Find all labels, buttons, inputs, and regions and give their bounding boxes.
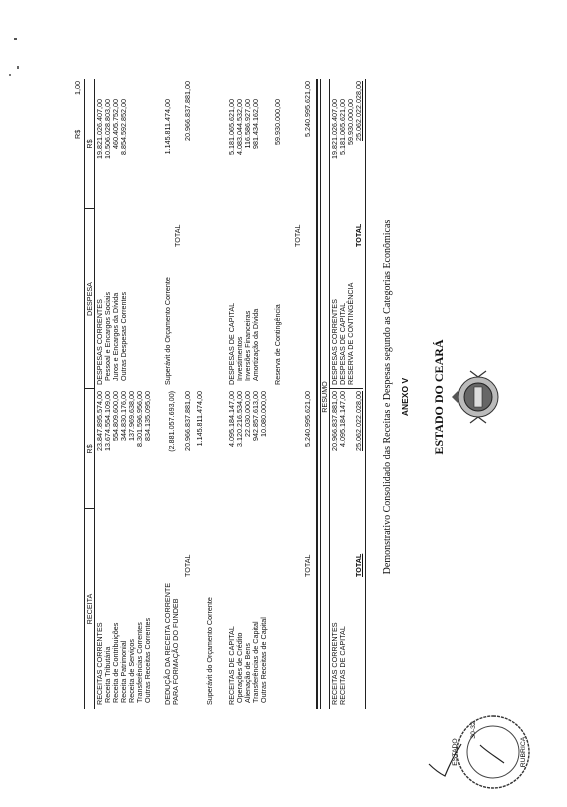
despesa-capital-item-label: Inversões Financeiras (243, 310, 252, 381)
receita-superavit-label: Superávit do Orçamento Corrente (205, 597, 214, 705)
receita-capital-item-value: 3.120.216.534,00 (235, 391, 244, 447)
deducao-label-line-2: PARA FORMAÇÃO DO FUNDEB (171, 598, 180, 705)
state-title: ESTADO DO CEARÁ (432, 339, 446, 455)
receita-currency-header: R$ (85, 444, 94, 454)
resumo-right-label: DESPESAS DE CAPITAL (338, 302, 347, 385)
receita-item-value: 554.809.600,00 (111, 391, 120, 441)
resumo-left-total-label: TOTAL (354, 553, 363, 577)
receita-item-label: Receita de Serviços (127, 639, 136, 703)
despesa-superavit-value: 1.145.811.474,00 (163, 99, 172, 155)
receita-item-label: Outras Receitas Correntes (143, 617, 152, 703)
resumo-top-rule (316, 79, 318, 709)
receita-capital-item-value: 942.857.613,00 (251, 391, 260, 441)
receita-item-label: Receita Patrimonial (119, 640, 128, 703)
despesas-capital-total-label: TOTAL (293, 224, 302, 247)
receitas-correntes-total-label: TOTAL (183, 554, 192, 577)
despesas-correntes-total-label: TOTAL (173, 224, 182, 247)
receita-item-label: Transferências Correntes (135, 622, 144, 703)
receita-capital-item-label: Operações de Crédito (235, 632, 244, 703)
despesas-capital-value: 5.181.065.621,00 (227, 99, 236, 155)
receita-capital-item-label: Transferências de Capital (251, 621, 260, 703)
unit-label: 1,00 (73, 81, 82, 95)
header-divider (84, 388, 94, 389)
resumo-left-label: RECEITAS CORRENTES (330, 622, 339, 705)
receita-item-value: 344.830.176,00 (119, 391, 128, 441)
despesa-item-label: Outras Despesas Correntes (119, 291, 128, 381)
receita-item-label: Receita de Contribuições (111, 622, 120, 703)
deducao-value: (2.881.057.693,00) (167, 391, 176, 452)
receita-item-value: 137.969.638,00 (127, 391, 136, 441)
header-divider (84, 208, 94, 209)
despesa-capital-item-label: Investimentos (235, 336, 244, 381)
despesa-superavit-label: Superávit do Orçamento Corrente (163, 277, 172, 385)
document-title: Demonstrativo Consolidado das Receitas e Despesas segundo as Categorias Econômicas (382, 219, 393, 575)
resumo-divider (329, 388, 363, 389)
despesa-capital-item-label: Amortização da Dívida (251, 308, 260, 381)
header-divider (84, 508, 94, 509)
resumo-right-label: RESERVA DE CONTINGÊNCIA (346, 282, 355, 385)
receita-column-header: RECEITA (85, 593, 94, 625)
despesa-item-value: 10.506.028.803,00 (103, 99, 112, 159)
resumo-left-value: 4.095.184.147,00 (338, 391, 347, 447)
resumo-left-total-value: 25.062.022.028,00 (354, 391, 363, 451)
resumo-right-total-label: TOTAL (354, 223, 363, 247)
reserva-contingencia-label: Reserva de Contingência (273, 304, 282, 385)
annex-title: ANEXO V (400, 377, 410, 417)
currency-label: R$ (73, 129, 82, 139)
stamp-text-top: ESTADO (452, 738, 459, 766)
deducao-label-line-1: DEDUÇÃO DA RECEITA CORRENTE (163, 582, 172, 705)
receitas-capital-value: 4.095.184.147,00 (227, 391, 236, 447)
despesas-capital-total-value: 5.240.995.621,00 (303, 81, 312, 137)
resumo-bottom-rule (365, 79, 366, 709)
receita-capital-item-label: Outras Receitas de Capital (259, 617, 268, 703)
resumo-title: RESUMO (320, 381, 329, 413)
receita-item-label: Receita Tributária (103, 646, 112, 703)
receita-item-value: 8.301.596.956,00 (135, 391, 144, 447)
receitas-correntes-label: RECEITAS CORRENTES (95, 622, 104, 705)
despesa-item-label: Pessoal e Encargos Sociais (103, 291, 112, 381)
resumo-right-value: 19.821.026.407,00 (330, 99, 339, 159)
receita-superavit-value: 1.145.811.474,00 (195, 391, 204, 447)
despesas-correntes-total-value: 20.966.837.881,00 (183, 81, 192, 141)
receita-capital-item-label: Alienação de Bens (243, 643, 252, 703)
resumo-right-total-value: 25.062.022.028,00 (354, 81, 363, 141)
despesas-correntes-label: DESPESAS CORRENTES (95, 299, 104, 385)
resumo-right-label: DESPESAS CORRENTES (330, 299, 339, 385)
receitas-correntes-total-value: 20.966.837.881,00 (183, 391, 192, 451)
stamp-text-bottom: RUBRICA (520, 736, 527, 768)
reserva-contingencia-value: 59.930.000,00 (273, 99, 282, 145)
despesa-item-value: 8.854.592.852,00 (119, 99, 128, 155)
despesa-currency-header: R$ (85, 139, 94, 149)
stamp-text-number: 30-32 (470, 721, 477, 739)
despesa-item-value: 460.405.752,00 (111, 99, 120, 149)
despesas-capital-label: DESPESAS DE CAPITAL (227, 302, 236, 385)
resumo-left-label: RECEITAS DE CAPITAL (338, 626, 347, 705)
receita-capital-item-value: 22.030.000,00 (243, 391, 252, 437)
state-coat-of-arms-icon (450, 369, 506, 425)
despesa-capital-item-value: 116.586.927,00 (243, 99, 252, 149)
receitas-capital-total-label: TOTAL (303, 554, 312, 577)
despesa-capital-item-value: 4.083.044.532,00 (235, 99, 244, 155)
resumo-right-value: 5.181.065.621,00 (338, 99, 347, 155)
despesa-column-header: DESPESA (85, 282, 94, 316)
receitas-capital-label: RECEITAS DE CAPITAL (227, 626, 236, 705)
resumo-right-value: 59.930.000,00 (346, 99, 355, 145)
receita-item-value: 834.135.095,00 (143, 391, 152, 441)
receitas-correntes-value: 23.847.895.574,00 (95, 391, 104, 451)
despesa-capital-item-value: 981.434.162,00 (251, 99, 260, 149)
despesa-item-label: Juros e Encargos da Dívida (111, 292, 120, 381)
resumo-left-value: 20.966.837.881,00 (330, 391, 339, 451)
receitas-capital-total-value: 5.240.995.621,00 (303, 391, 312, 447)
receita-item-value: 13.674.554.109,00 (103, 391, 112, 451)
despesas-correntes-value: 19.821.026.407,00 (95, 99, 104, 159)
receita-capital-item-value: 10.080.000,00 (259, 391, 268, 437)
